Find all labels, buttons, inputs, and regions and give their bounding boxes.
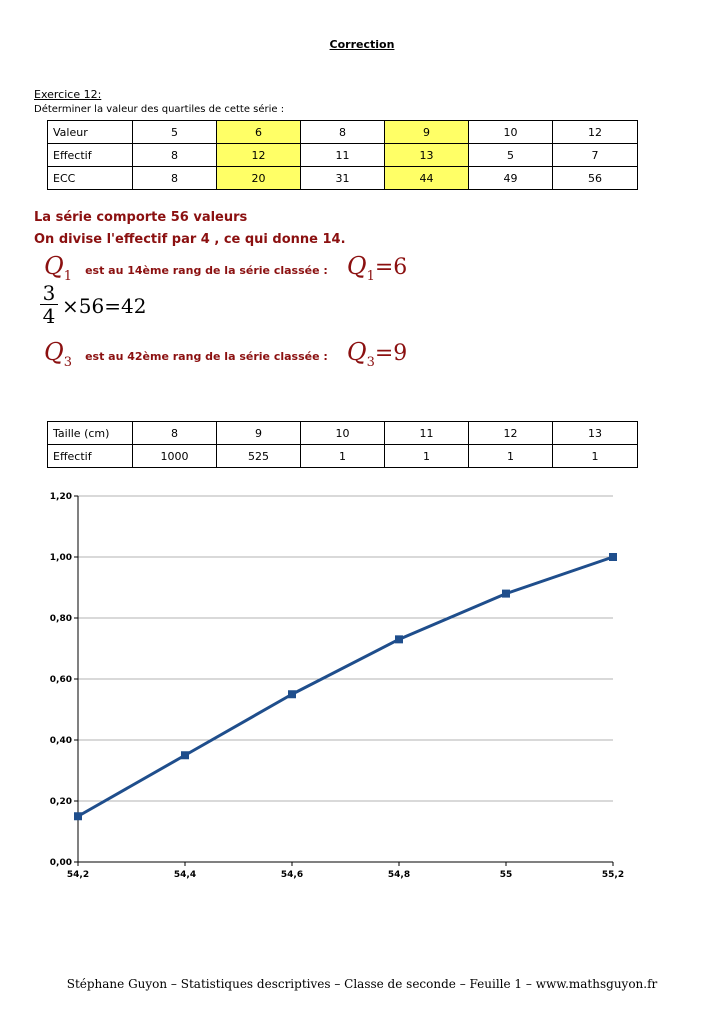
q1-text: est au 14ème rang de la série classée : <box>85 264 328 277</box>
fraction <box>40 282 58 327</box>
y-tick-label: 0,00 <box>49 858 72 868</box>
y-tick-label: 0,60 <box>49 675 72 685</box>
table-cell: 8 <box>133 422 217 445</box>
x-tick-label: 54,4 <box>173 870 197 880</box>
row-label: ECC <box>48 167 133 190</box>
row-label: Effectif <box>48 144 133 167</box>
table-cell: 56 <box>553 167 638 190</box>
q3-line <box>44 338 407 370</box>
y-tick-label: 0,80 <box>49 614 72 624</box>
table-cell: 13 <box>385 144 469 167</box>
table-cell: 49 <box>469 167 553 190</box>
footer: Stéphane Guyon – Statistiques descriptives – Classe de seconde – Feuille 1 – www.mathsguyon.fr <box>66 977 658 991</box>
table-cell: 10 <box>301 422 385 445</box>
x-tick-label: 54,8 <box>387 870 411 880</box>
table-row <box>48 144 638 167</box>
data-point <box>395 635 403 643</box>
x-tick-label: 54,2 <box>66 870 90 880</box>
fraction-numerator: 3 <box>40 282 58 305</box>
table-cell: 11 <box>385 422 469 445</box>
row-label: Valeur <box>48 121 133 144</box>
values-table <box>47 120 638 190</box>
table-cell: 13 <box>553 422 638 445</box>
size-table <box>47 421 638 468</box>
table-cell: 9 <box>217 422 301 445</box>
table-cell: 44 <box>385 167 469 190</box>
table-cell: 5 <box>133 121 217 144</box>
table-cell: 20 <box>217 167 301 190</box>
q1-result: $Q_1$ <box>346 252 375 284</box>
y-tick-label: 0,40 <box>49 736 72 746</box>
table-row <box>48 167 638 190</box>
q3-value: =9 <box>374 341 408 366</box>
table-row <box>48 121 638 144</box>
y-tick-label: 1,00 <box>49 553 72 563</box>
row-label: Effectif <box>48 445 133 468</box>
table-cell: 1 <box>553 445 638 468</box>
table-cell: 1 <box>385 445 469 468</box>
table-cell: 10 <box>469 121 553 144</box>
y-tick-label: 0,20 <box>49 797 72 807</box>
q3-result: $Q_3$ <box>346 338 375 370</box>
table-cell: 8 <box>301 121 385 144</box>
exercise-question: Déterminer la valeur des quartiles de cette série : <box>34 104 285 115</box>
q3-symbol: $Q_3$ <box>44 338 72 370</box>
table-cell: 7 <box>553 144 638 167</box>
table-cell: 9 <box>385 121 469 144</box>
data-point <box>181 751 189 759</box>
data-point <box>74 812 82 820</box>
table-cell: 12 <box>217 144 301 167</box>
data-point <box>609 553 617 561</box>
data-point <box>288 690 296 698</box>
table-row <box>48 422 638 445</box>
table-cell: 1 <box>301 445 385 468</box>
series-line <box>78 557 613 816</box>
q1-line <box>44 252 407 284</box>
data-point <box>502 590 510 598</box>
table-cell: 12 <box>469 422 553 445</box>
fraction-denominator: 4 <box>42 304 56 328</box>
table-row <box>48 445 638 468</box>
table-cell: 5 <box>469 144 553 167</box>
x-tick-label: 55 <box>499 870 513 880</box>
table-cell: 8 <box>133 144 217 167</box>
calculation: ×56=42 <box>62 294 147 318</box>
q3-text: est au 42ème rang de la série classée : <box>85 350 328 363</box>
table-cell: 525 <box>217 445 301 468</box>
division-text: On divise l'effectif par 4 , ce qui donne 14. <box>34 232 346 247</box>
table-cell: 1 <box>469 445 553 468</box>
table-cell: 1000 <box>133 445 217 468</box>
q1-symbol: $Q_1$ <box>44 252 72 284</box>
series-count-text: La série comporte 56 valeurs <box>34 210 248 225</box>
table-cell: 31 <box>301 167 385 190</box>
x-tick-label: 55,2 <box>601 870 625 880</box>
page-title: Correction <box>329 38 395 51</box>
table-cell: 12 <box>553 121 638 144</box>
y-tick-label: 1,20 <box>49 492 72 502</box>
line-chart <box>0 480 724 890</box>
x-tick-label: 54,6 <box>280 870 304 880</box>
row-label: Taille (cm) <box>48 422 133 445</box>
table-cell: 11 <box>301 144 385 167</box>
exercise-title: Exercice 12: <box>34 88 102 101</box>
q1-value: =6 <box>374 255 408 280</box>
table-cell: 8 <box>133 167 217 190</box>
table-cell: 6 <box>217 121 301 144</box>
